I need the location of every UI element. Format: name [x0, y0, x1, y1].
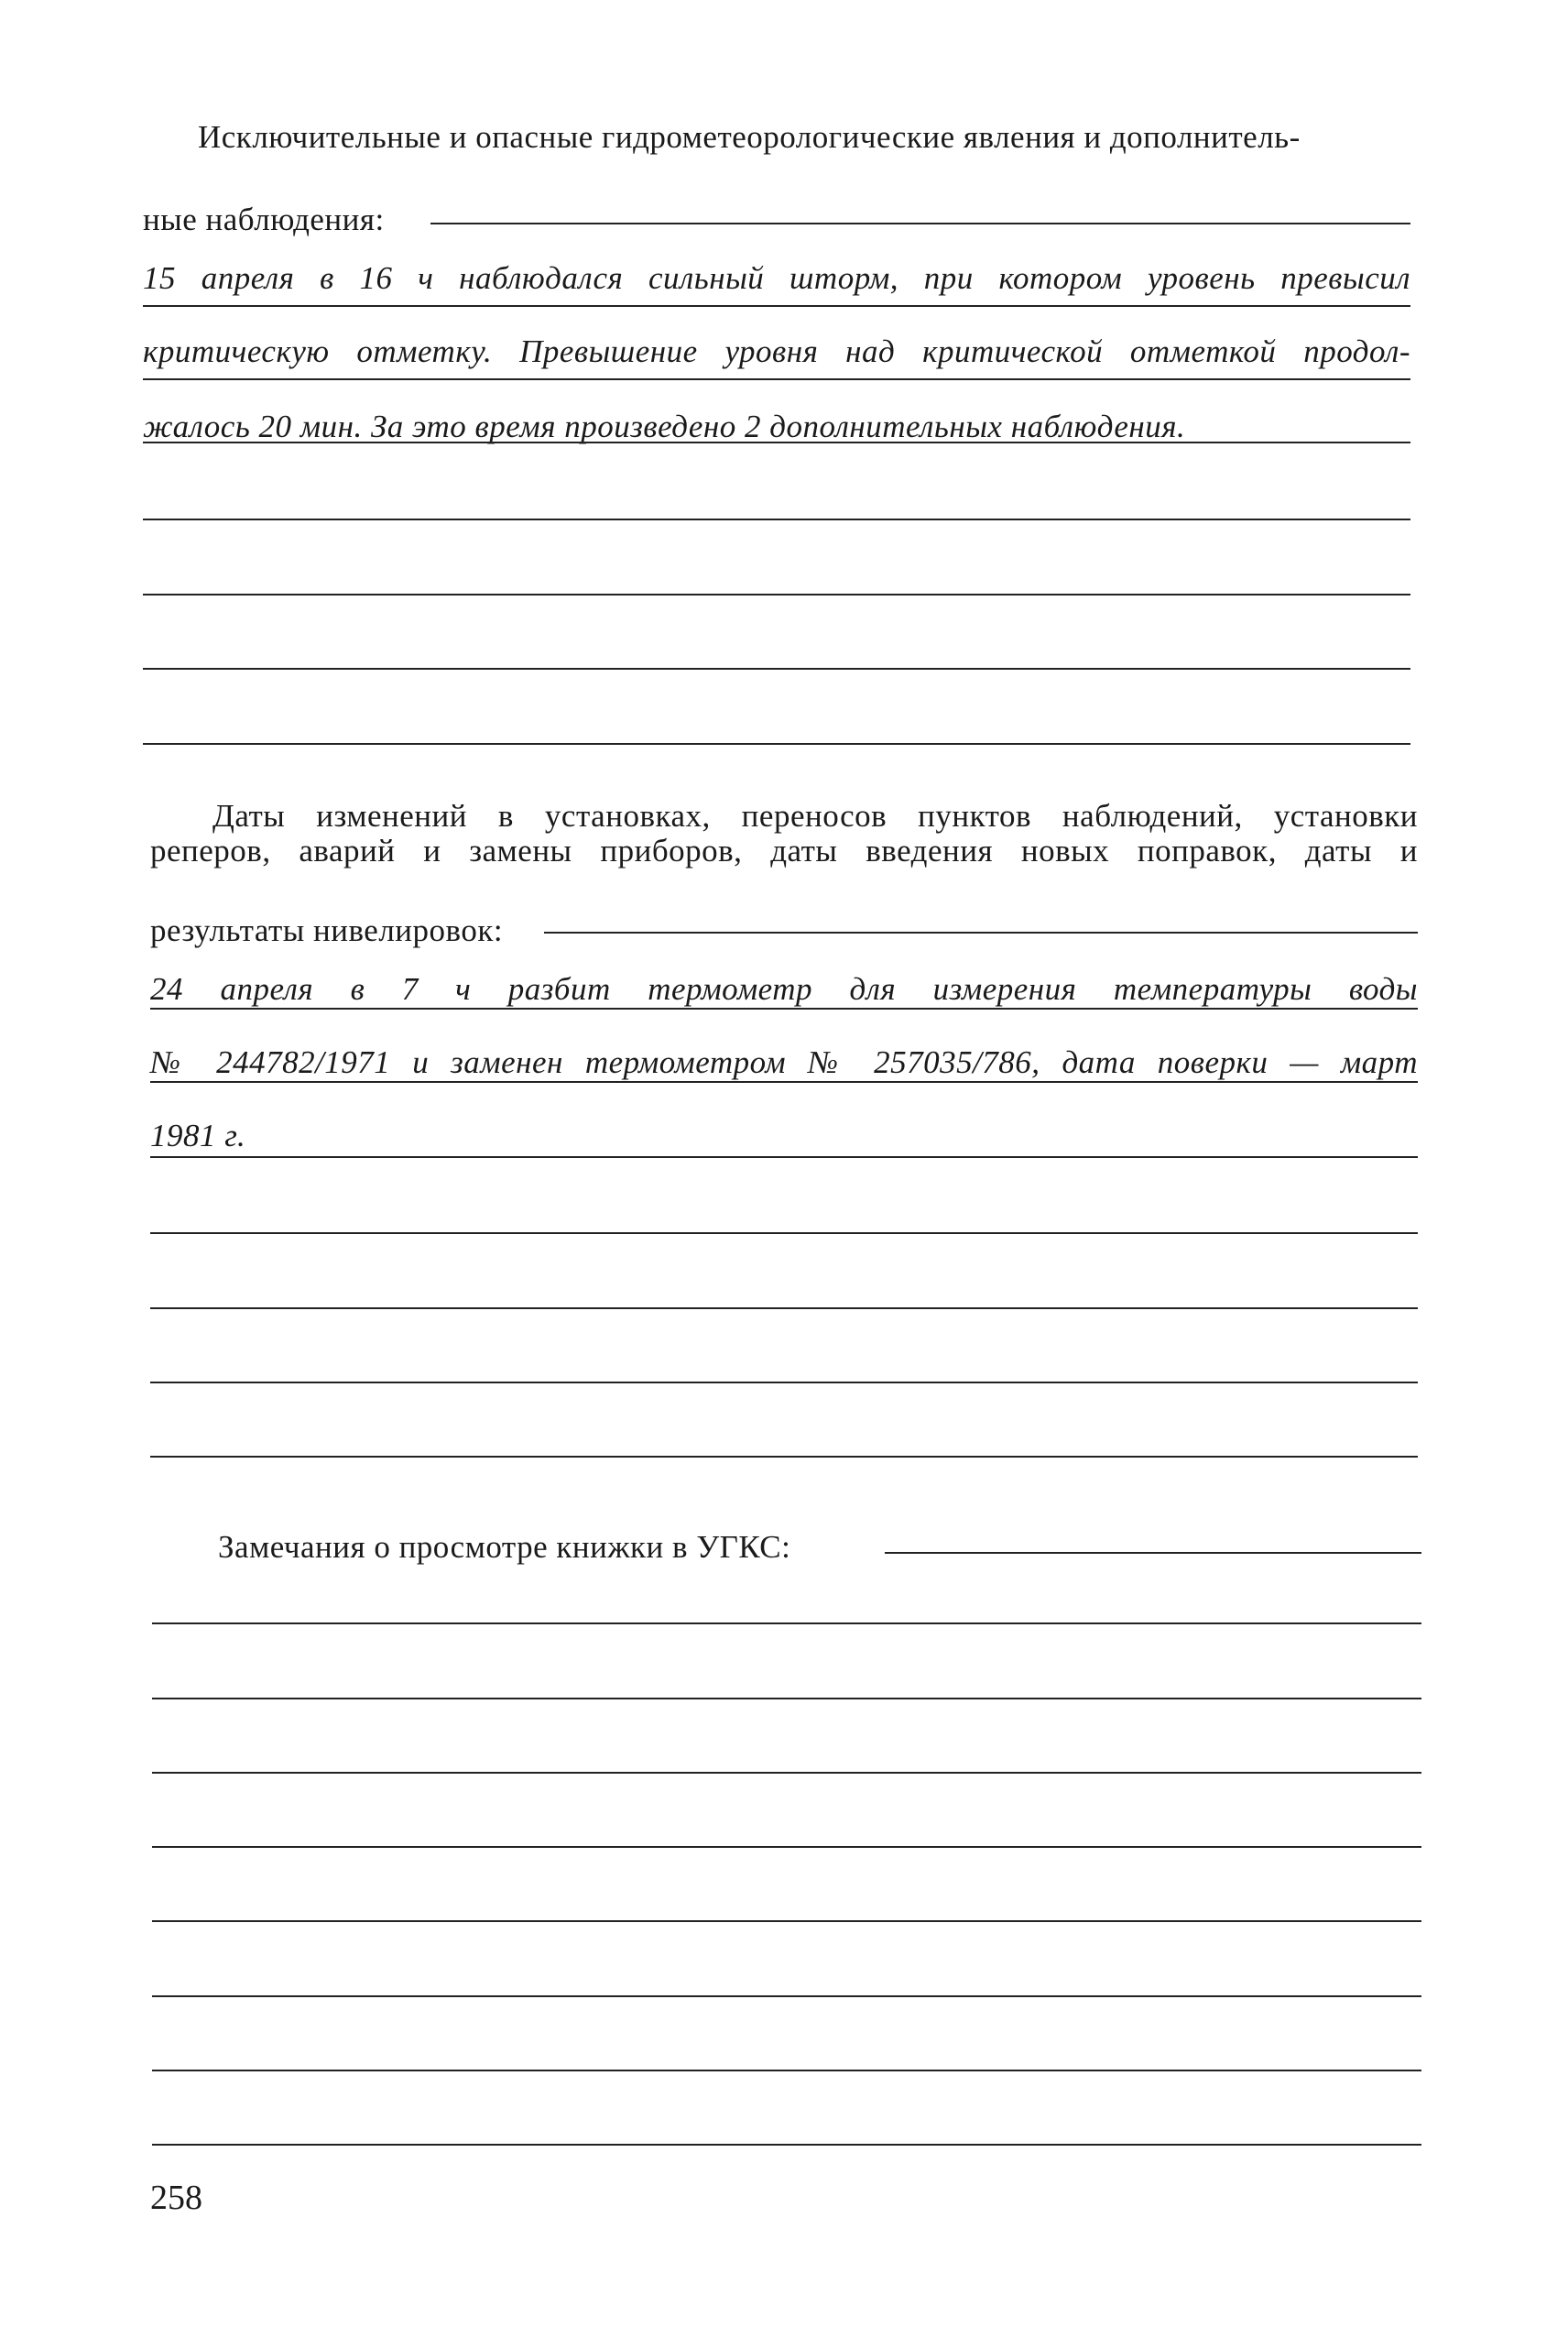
section2-heading-line2-text: реперов, аварий и замены приборов, даты введения новых поправок, даты и [150, 833, 1418, 869]
section1-heading-rule [430, 223, 1410, 224]
section3-heading [218, 1531, 790, 1563]
section2-entry-2-text: № 244782/1971 и заменен термометром № 257035/786, дата поверки — март [150, 1044, 1418, 1080]
section1-blank-line-2 [143, 594, 1410, 595]
section2-heading-line2 [150, 835, 1418, 867]
section1-entry-3-text: жалось 20 мин. За это время произведено 2 дополнительных наблюдения. [143, 409, 1186, 444]
section3-blank-line-6 [152, 1995, 1421, 1997]
section2-heading-line1-text: Даты изменений в установках, переносов пунктов наблюдений, установки [212, 798, 1418, 834]
section2-entry-3 [150, 1120, 245, 1152]
section2-line-3 [150, 1156, 1418, 1158]
section3-blank-line-7 [152, 2070, 1421, 2071]
section2-heading-line3-text: результаты нивелировок: [150, 912, 504, 948]
section2-line-1 [150, 1008, 1418, 1010]
section1-entry-1-text: 15 апреля в 16 ч наблюдался сильный шторм, при котором уровень превысил [143, 260, 1410, 296]
section3-blank-line-3 [152, 1772, 1421, 1774]
section1-line-1 [143, 305, 1410, 307]
section1-blank-line-3 [143, 668, 1410, 670]
section3-heading-text: Замечания о просмотре книжки в УГКС: [218, 1529, 791, 1565]
section3-heading-rule [885, 1552, 1421, 1554]
section2-entry-2 [150, 1046, 1418, 1078]
section2-blank-line-2 [150, 1307, 1418, 1309]
section1-entry-1 [143, 262, 1410, 294]
section1-entry-3 [143, 410, 1185, 442]
section2-blank-line-4 [150, 1456, 1418, 1458]
section2-blank-line-1 [150, 1232, 1418, 1234]
section1-line-3 [143, 442, 1410, 443]
section1-heading-line2 [143, 203, 385, 235]
section1-heading-line1-text: Исключительные и опасные гидрометеорологические явления и дополнитель- [198, 119, 1301, 155]
section2-heading-rule [544, 932, 1418, 934]
section1-line-2 [143, 378, 1410, 380]
section3-blank-line-8 [152, 2144, 1421, 2146]
section1-heading-line1 [198, 121, 1409, 153]
page-number: 258 [150, 2179, 202, 2217]
section2-entry-3-text: 1981 г. [150, 1118, 246, 1153]
section2-blank-line-3 [150, 1382, 1418, 1383]
section3-blank-line-5 [152, 1920, 1421, 1922]
section3-blank-line-4 [152, 1846, 1421, 1848]
section1-entry-2-text: критическую отметку. Превышение уровня над критической отметкой продол- [143, 333, 1410, 369]
section2-entry-1-text: 24 апреля в 7 ч разбит термометр для измерения температуры воды [150, 971, 1418, 1007]
section1-blank-line-4 [143, 743, 1410, 745]
section3-blank-line-1 [152, 1622, 1421, 1624]
section1-entry-2 [143, 335, 1410, 367]
section1-heading-line2-text: ные наблюдения: [143, 202, 385, 237]
section2-heading-line1 [212, 800, 1418, 832]
section2-line-2 [150, 1081, 1418, 1083]
section3-blank-line-2 [152, 1698, 1421, 1699]
section1-blank-line-1 [143, 519, 1410, 520]
section2-heading-line3 [150, 914, 503, 946]
section2-entry-1 [150, 973, 1418, 1005]
